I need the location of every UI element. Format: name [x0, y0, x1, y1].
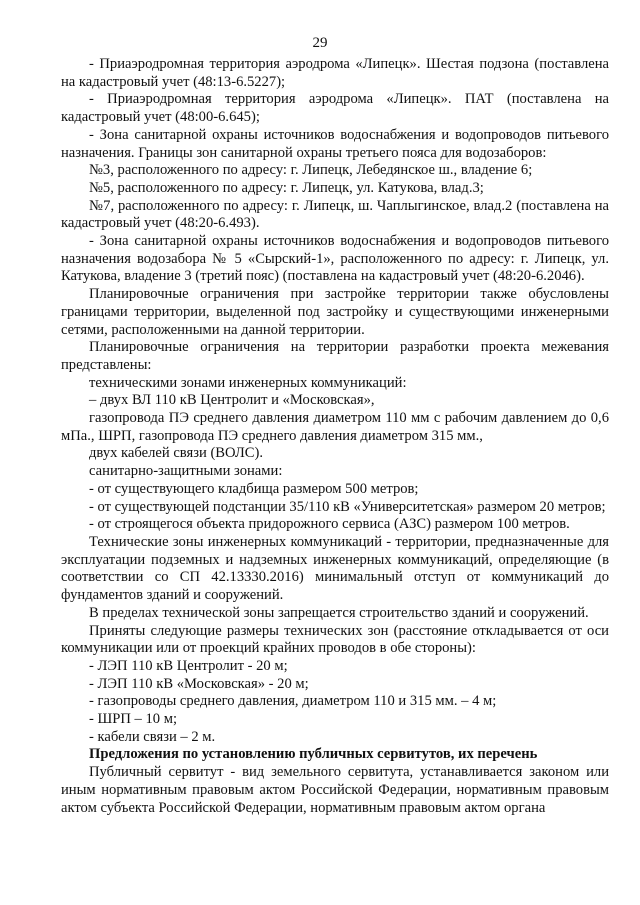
- paragraph: - Приаэродромная территория аэродрома «Липецк». ПАТ (поставлена на кадастровый учет (48:00-6.645);: [61, 91, 609, 126]
- document-body: [61, 56, 609, 817]
- paragraph: №5, расположенного по адресу: г. Липецк, ул. Катукова, влад.3;: [89, 179, 484, 196]
- paragraph: В пределах технической зоны запрещается строительство зданий и сооружений.: [89, 604, 589, 621]
- paragraph: - кабели связи – 2 м.: [89, 728, 216, 745]
- paragraph: - от существующего кладбища размером 500 метров;: [89, 480, 419, 497]
- paragraph: техническими зонами инженерных коммуникаций:: [89, 374, 407, 391]
- section-heading: Предложения по установлению публичных сервитутов, их перечень: [89, 746, 538, 763]
- paragraph: - ЛЭП 110 кВ Центролит - 20 м;: [89, 657, 288, 674]
- paragraph: №3, расположенного по адресу: г. Липецк, Лебедянское ш., владение 6;: [89, 162, 533, 179]
- paragraph: Планировочные ограничения на территории разработки проекта межевания представлены:: [61, 339, 609, 373]
- page-number: 29: [312, 35, 328, 51]
- paragraph: газопровода ПЭ среднего давления диаметром 110 мм с рабочим давлением до 0,6 мПа., ШРП, газопровода ПЭ среднего давления диаметром 315 мм.,: [61, 410, 609, 444]
- paragraph: №7, расположенного по адресу: г. Липецк, ш. Чаплыгинское, влад.2 (поставлена на кадастровый учет (48:20-6.493).: [61, 197, 609, 232]
- paragraph: Приняты следующие размеры технических зон (расстояние откладывается от оси коммуникации или от проекций крайних проводов в обе стороны):: [61, 622, 609, 657]
- paragraph: - ЛЭП 110 кВ «Московская» - 20 м;: [89, 675, 309, 692]
- paragraph: Технические зоны инженерных коммуникаций - территории, предназначенные для эксплуатации подземных и надземных инженерных коммуникаций, определяющие (в соответствии со СП 42.13330.2016) минимальный отступ от коммуникаций до фундаментов зданий и сооружений.: [61, 533, 609, 604]
- paragraph: - ШРП – 10 м;: [89, 711, 178, 728]
- paragraph: - Приаэродромная территория аэродрома «Липецк». Шестая подзона (поставлена на кадастровый учет (48:13-6.5227);: [61, 56, 609, 90]
- paragraph: - от строящегося объекта придорожного сервиса (АЗС) размером 100 метров.: [89, 516, 570, 533]
- paragraph: Публичный сервитут - вид земельного сервитута, устанавливается законом или иным нормативным правовым актом Российской Федерации, нормативным правовым актом субъекта Российской Федерации, нормативным правовым актом органа: [61, 764, 609, 816]
- paragraph: - Зона санитарной охраны источников водоснабжения и водопроводов питьевого назначения. Границы зон санитарной охраны третьего пояса для водозаборов:: [61, 126, 609, 161]
- paragraph: Планировочные ограничения при застройке территории также обусловлены границами территории, выделенной под застройку и существующими инженерными сетями, расположенными на данной территории.: [61, 286, 609, 338]
- paragraph: двух кабелей связи (ВОЛС).: [89, 445, 263, 462]
- paragraph: - от существующей подстанции 35/110 кВ «Университетская» размером 20 метров;: [89, 498, 606, 515]
- paragraph: санитарно-защитными зонами:: [89, 463, 283, 480]
- paragraph: - газопроводы среднего давления, диаметром 110 и 315 мм. – 4 м;: [89, 693, 497, 710]
- paragraph: - Зона санитарной охраны источников водоснабжения и водопроводов питьевого назначения водозабора № 5 «Сырский-1», расположенного по адресу: г. Липецк, ул. Катукова, владение 3 (третий пояс) (поставлена на кадастровый учет (48:20-6.2046).: [61, 233, 609, 285]
- paragraph: – двух ВЛ 110 кВ Центролит и «Московская»,: [89, 392, 375, 409]
